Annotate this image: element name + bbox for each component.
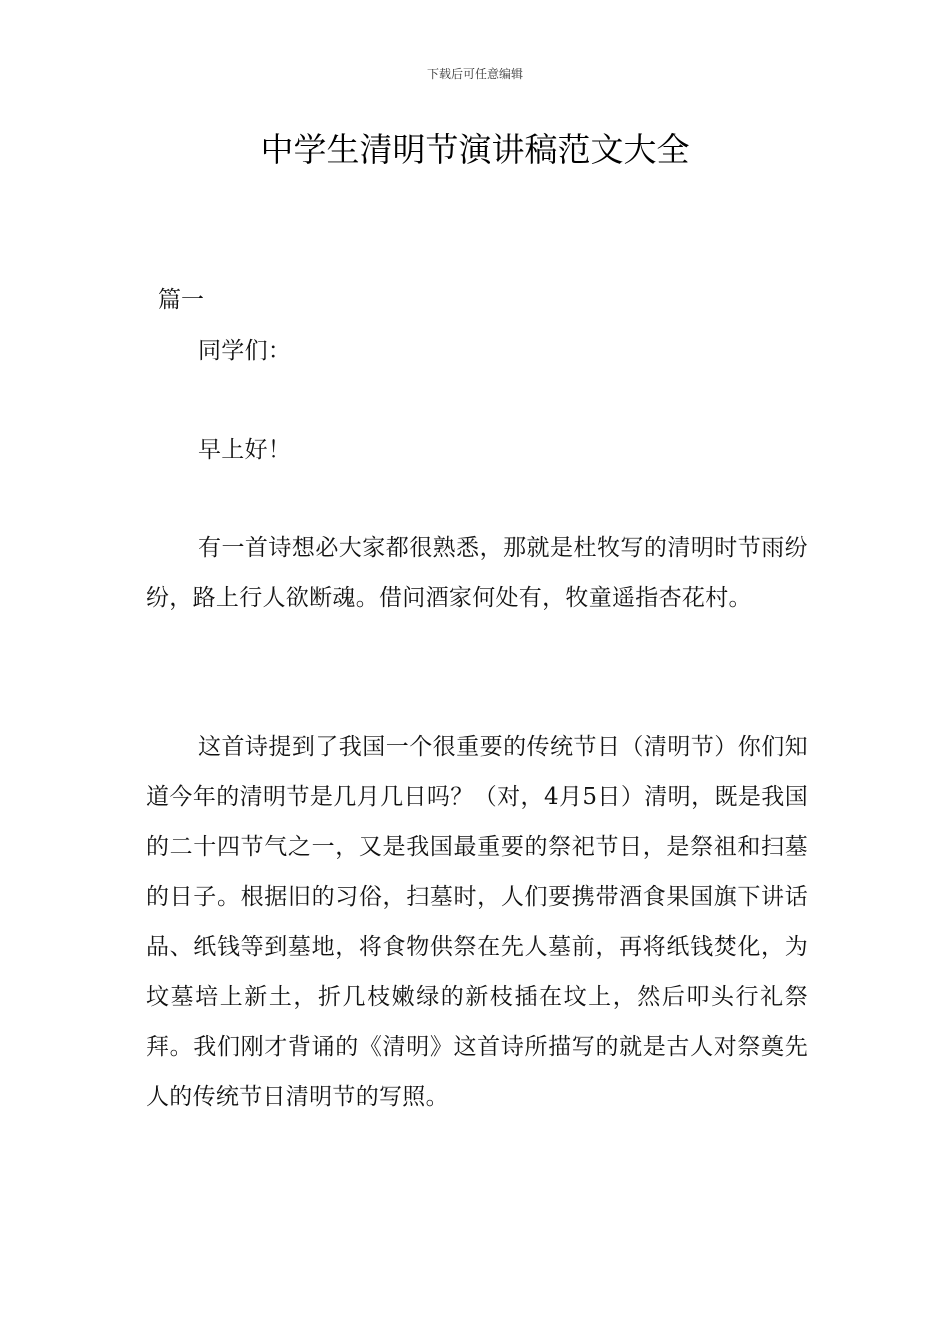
paragraph-morning: 早上好！: [198, 437, 292, 463]
paragraph-poem: 有一首诗想必大家都很熟悉，那就是杜牧写的清明时节雨纷纷，路上行人欲断魂。借问酒家何处有，牧童遥指杏花村。: [146, 535, 808, 611]
header-note: 下载后可任意编辑: [426, 67, 523, 81]
paragraph-greeting: 同学们：: [198, 338, 292, 364]
document-title: 中学生清明节演讲稿范文大全: [260, 130, 690, 169]
paragraph-intro: 这首诗提到了我国一个很重要的传统节日（清明节）你们知道今年的清明节是几月几日吗？（对，4月5日）清明，既是我国的二十四节气之一，又是我国最重要的祭祀节日，是祭祖和扫墓的日子。根据旧的习俗，扫墓时，人们要携带酒食果国旗下讲话品、纸钱等到墓地，将食物供祭在先人墓前，再将纸钱焚化，为坟墓培上新土，折几枝嫩绿的新枝插在坟上，然后叩头行礼祭拜。我们刚才背诵的《清明》这首诗所描写的就是古人对祭奠先人的传统节日清明节的写照。: [146, 734, 808, 1110]
section-label: 篇一: [158, 287, 204, 313]
